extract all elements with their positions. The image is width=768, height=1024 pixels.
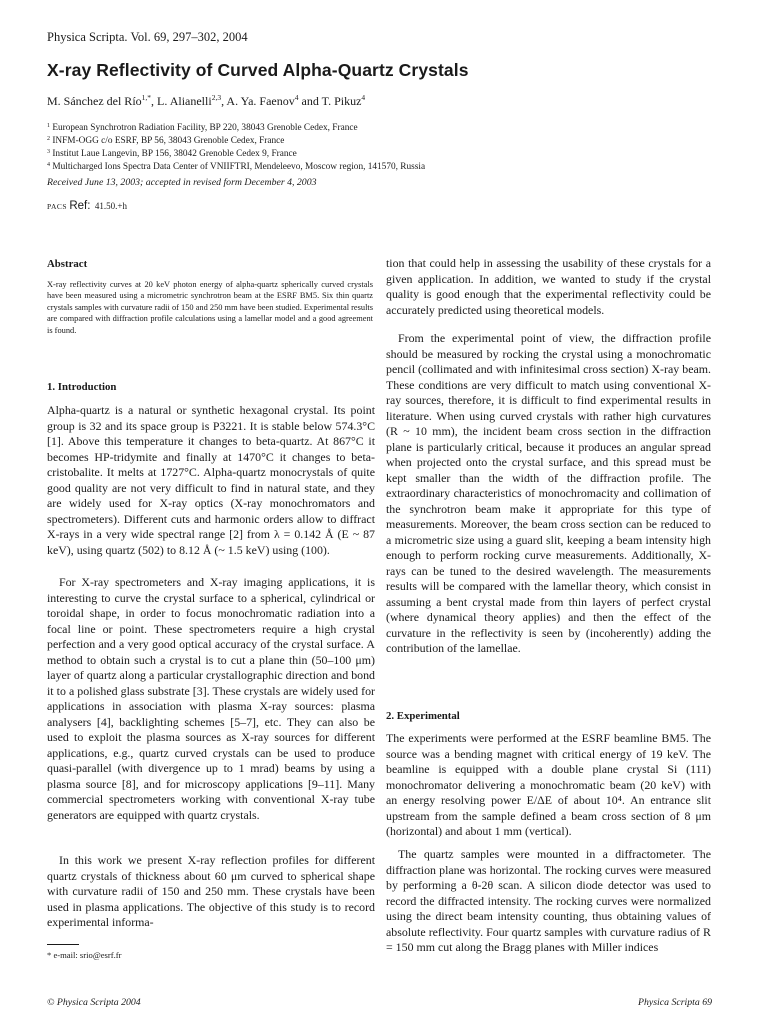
experimental-heading: 2. Experimental [386, 710, 460, 722]
abstract-heading: Abstract [47, 258, 88, 270]
author-2-affil: 2,3 [211, 93, 222, 102]
intro-paragraph-3: In this work we present X-ray reflection profiles for different quartz crystals of thickness about 60 μm curved to spherical shape with curvature radii of 150 and 250 mm. These crystals have been used in plasma applications. The objective of this study is to record experimental informa- [47, 853, 375, 929]
received-dates: Received June 13, 2003; accepted in revised form December 4, 2003 [47, 177, 317, 188]
author-4: T. Pikuz [321, 94, 362, 108]
affiliation-item: $^4$ Multicharged Ions Spectra Data Center of VNIIFTRI, Mendeleevo, Moscow region, 141570, Russia [47, 162, 426, 172]
footnote-rule [47, 944, 79, 945]
footnote-email: * e-mail: srio@esrf.fr [47, 950, 122, 960]
author-3-affil: 4 [294, 93, 299, 102]
author-1: M. Sánchez del Río [47, 94, 142, 108]
journal-header: Physica Scripta. Vol. 69, 297–302, 2004 [47, 30, 248, 44]
affiliation-item: $^3$ Institut Laue Langevin, BP 156, 38042 Grenoble Cedex 9, France [47, 149, 297, 159]
author-2: L. Alianelli [157, 94, 212, 108]
affiliation-item: $^1$ European Synchrotron Radiation Facility, BP 220, 38043 Grenoble Cedex, France [47, 123, 358, 133]
footer-copyright: © Physica Scripta 2004 [47, 997, 141, 1008]
affiliation-item: $^2$ INFM-OGG c/o ESRF, BP 56, 38043 Grenoble Cedex, France [47, 136, 285, 146]
author-4-affil: 4 [361, 93, 366, 102]
author-3: A. Ya. Faenov [226, 94, 295, 108]
author-connector: and [301, 94, 319, 108]
intro-paragraph-4: tion that could help in assessing the usability of these crystals for a given application. In addition, we wanted to study if the crystal quality is good enough that the experimental reflectivity could be accurately predicted using theoretical models. [386, 256, 711, 317]
intro-heading: 1. Introduction [47, 381, 117, 393]
author-1-affil: 1,* [141, 93, 152, 102]
pacs-line [47, 200, 127, 212]
author-list: M. Sánchez del Río$^{1,*}$, L. Alianelli$^{2,3}$, A. Ya. Faenov$^4$ and T. Pikuz$^4$ [47, 93, 366, 108]
pacs-value: 41.50.+h [94, 201, 127, 211]
experimental-paragraph-1: The experiments were performed at the ESRF beamline BM5. The source was a bending magnet with critical energy of 19 keV. The beamline is equipped with a double plane crystal Si (111) monochromator delivering a monochromatic beam (20 keV) with an energy resolving power E/ΔE of about 10⁴. An entrance slit upstream from the sample defined a beam cross section of 8 μm (horizontal) and about 1 mm (vertical). [386, 731, 711, 838]
footer-page-label: Physica Scripta 69 [637, 997, 712, 1008]
intro-paragraph-5: From the experimental point of view, the diffraction profile should be measured by rocking the crystal using a monochromatic pencil (collimated and with infinitesimal cross section) X-ray beam. These conditions are very difficult to match using conventional X-ray sources, therefore, it is difficult to find experimental results in literature. When using curved crystals with rather high curvatures (R ~ 10 mm), the incident beam cross section in the diffraction plane is particularly critical, because it produces an angular spread when projected onto the crystal surface, and this spread must be kept smaller than the width of the diffraction profile. The extraordinary characteristics of monochromacity and collimation of the synchrotron beam make it appropriate for this type of measurements. Moreover, the beam cross section can be reduced to a micrometric size using a guard slit, keeping a beam intensity high enough to perform rocking curve measurements. Additionally, X-rays can be tuned to the desired wavelength. The measurements results will be compared with the lamellar theory, which consist in assuming a bent crystal made from thin layers of perfect crystal (where dynamical theory applies) and then the effect of the curvature in the reflectivity is seen by (incoherently) adding the contribution of the lamellae. [386, 331, 711, 655]
pacs-label: PACS [47, 202, 68, 211]
intro-paragraph-2: For X-ray spectrometers and X-ray imaging applications, it is interesting to curve the crystal surface to a spherical, cylindrical or toroidal shape, in order to focus monochromatic radiation into a focal line or point. These spectrometers require a high crystal perfection and a very good optical accuracy of the crystal surface. A method to obtain such a crystal is to cut a plane thin (50–100 μm) layer of quartz along a particular crystallographic direction and bond it to a polished glass substrate [3]. These crystals are widely used for applications in association with plasma X-ray sources: plasma analysers [4], backlighting schemes [5–7], etc. They can also be used to exploit the plasma sources as X-ray sources for different applications, e.g., quartz curved crystals can be used to produce quasi-parallel (with divergence up to 1 mrad) beams by using a plasma source [8], and for microscopy applications [9–11]. Many commercial spectrometers working with conventional X-ray tube generators are equipped with quartz crystals. [47, 575, 375, 822]
affiliation-list [47, 121, 425, 173]
paper-title: X-ray Reflectivity of Curved Alpha-Quartz Crystals [47, 60, 469, 80]
experimental-paragraph-2: The quartz samples were mounted in a diffractometer. The diffraction plane was horizontal. The rocking curves were measured by performing a θ-2θ scan. A silicon diode detector was used to record the diffracted intensity. The rocking curves were normalized using the direct beam intensity counting, thus obtaining values of absolute reflectivity. Four quartz samples with curvature radius of R = 150 mm cut along the Bragg planes with Miller indices [386, 847, 711, 954]
intro-paragraph-1: Alpha-quartz is a natural or synthetic hexagonal crystal. Its point group is 32 and its space group is P3221. It is stable below 574.3°C [1]. Above this temperature it changes to beta-quartz. At 867°C it becomes HP-tridymite and finally at 1470°C it changes to beta-cristobalite. It melts at 1727°C. Alpha-quartz monocrystals of quite good quality are not very difficult to find in natural state, and they are widely used for X-ray optics (X-ray monochromators and spectrometers). Different cuts and harmonic orders allow to diffract X-rays in a very wide spectral range [2] from λ = 0.142 Å (E ~ 87 keV), using quartz (502) to 8.12 Å (~ 1.5 keV) using (100). [47, 403, 375, 557]
abstract-text: X-ray reflectivity curves at 20 keV photon energy of alpha-quartz spherically curved crystals have been measured using a micrometric synchrotron beam at the ESRF BM5. Six thin quartz crystals samples with curvature radii of 150 and 250 mm have been studied. Experimental results are compared with diffraction profile calculations using a lamellar model and a good agreement is found. [47, 280, 373, 335]
pacs-ref: Ref: [69, 200, 91, 212]
